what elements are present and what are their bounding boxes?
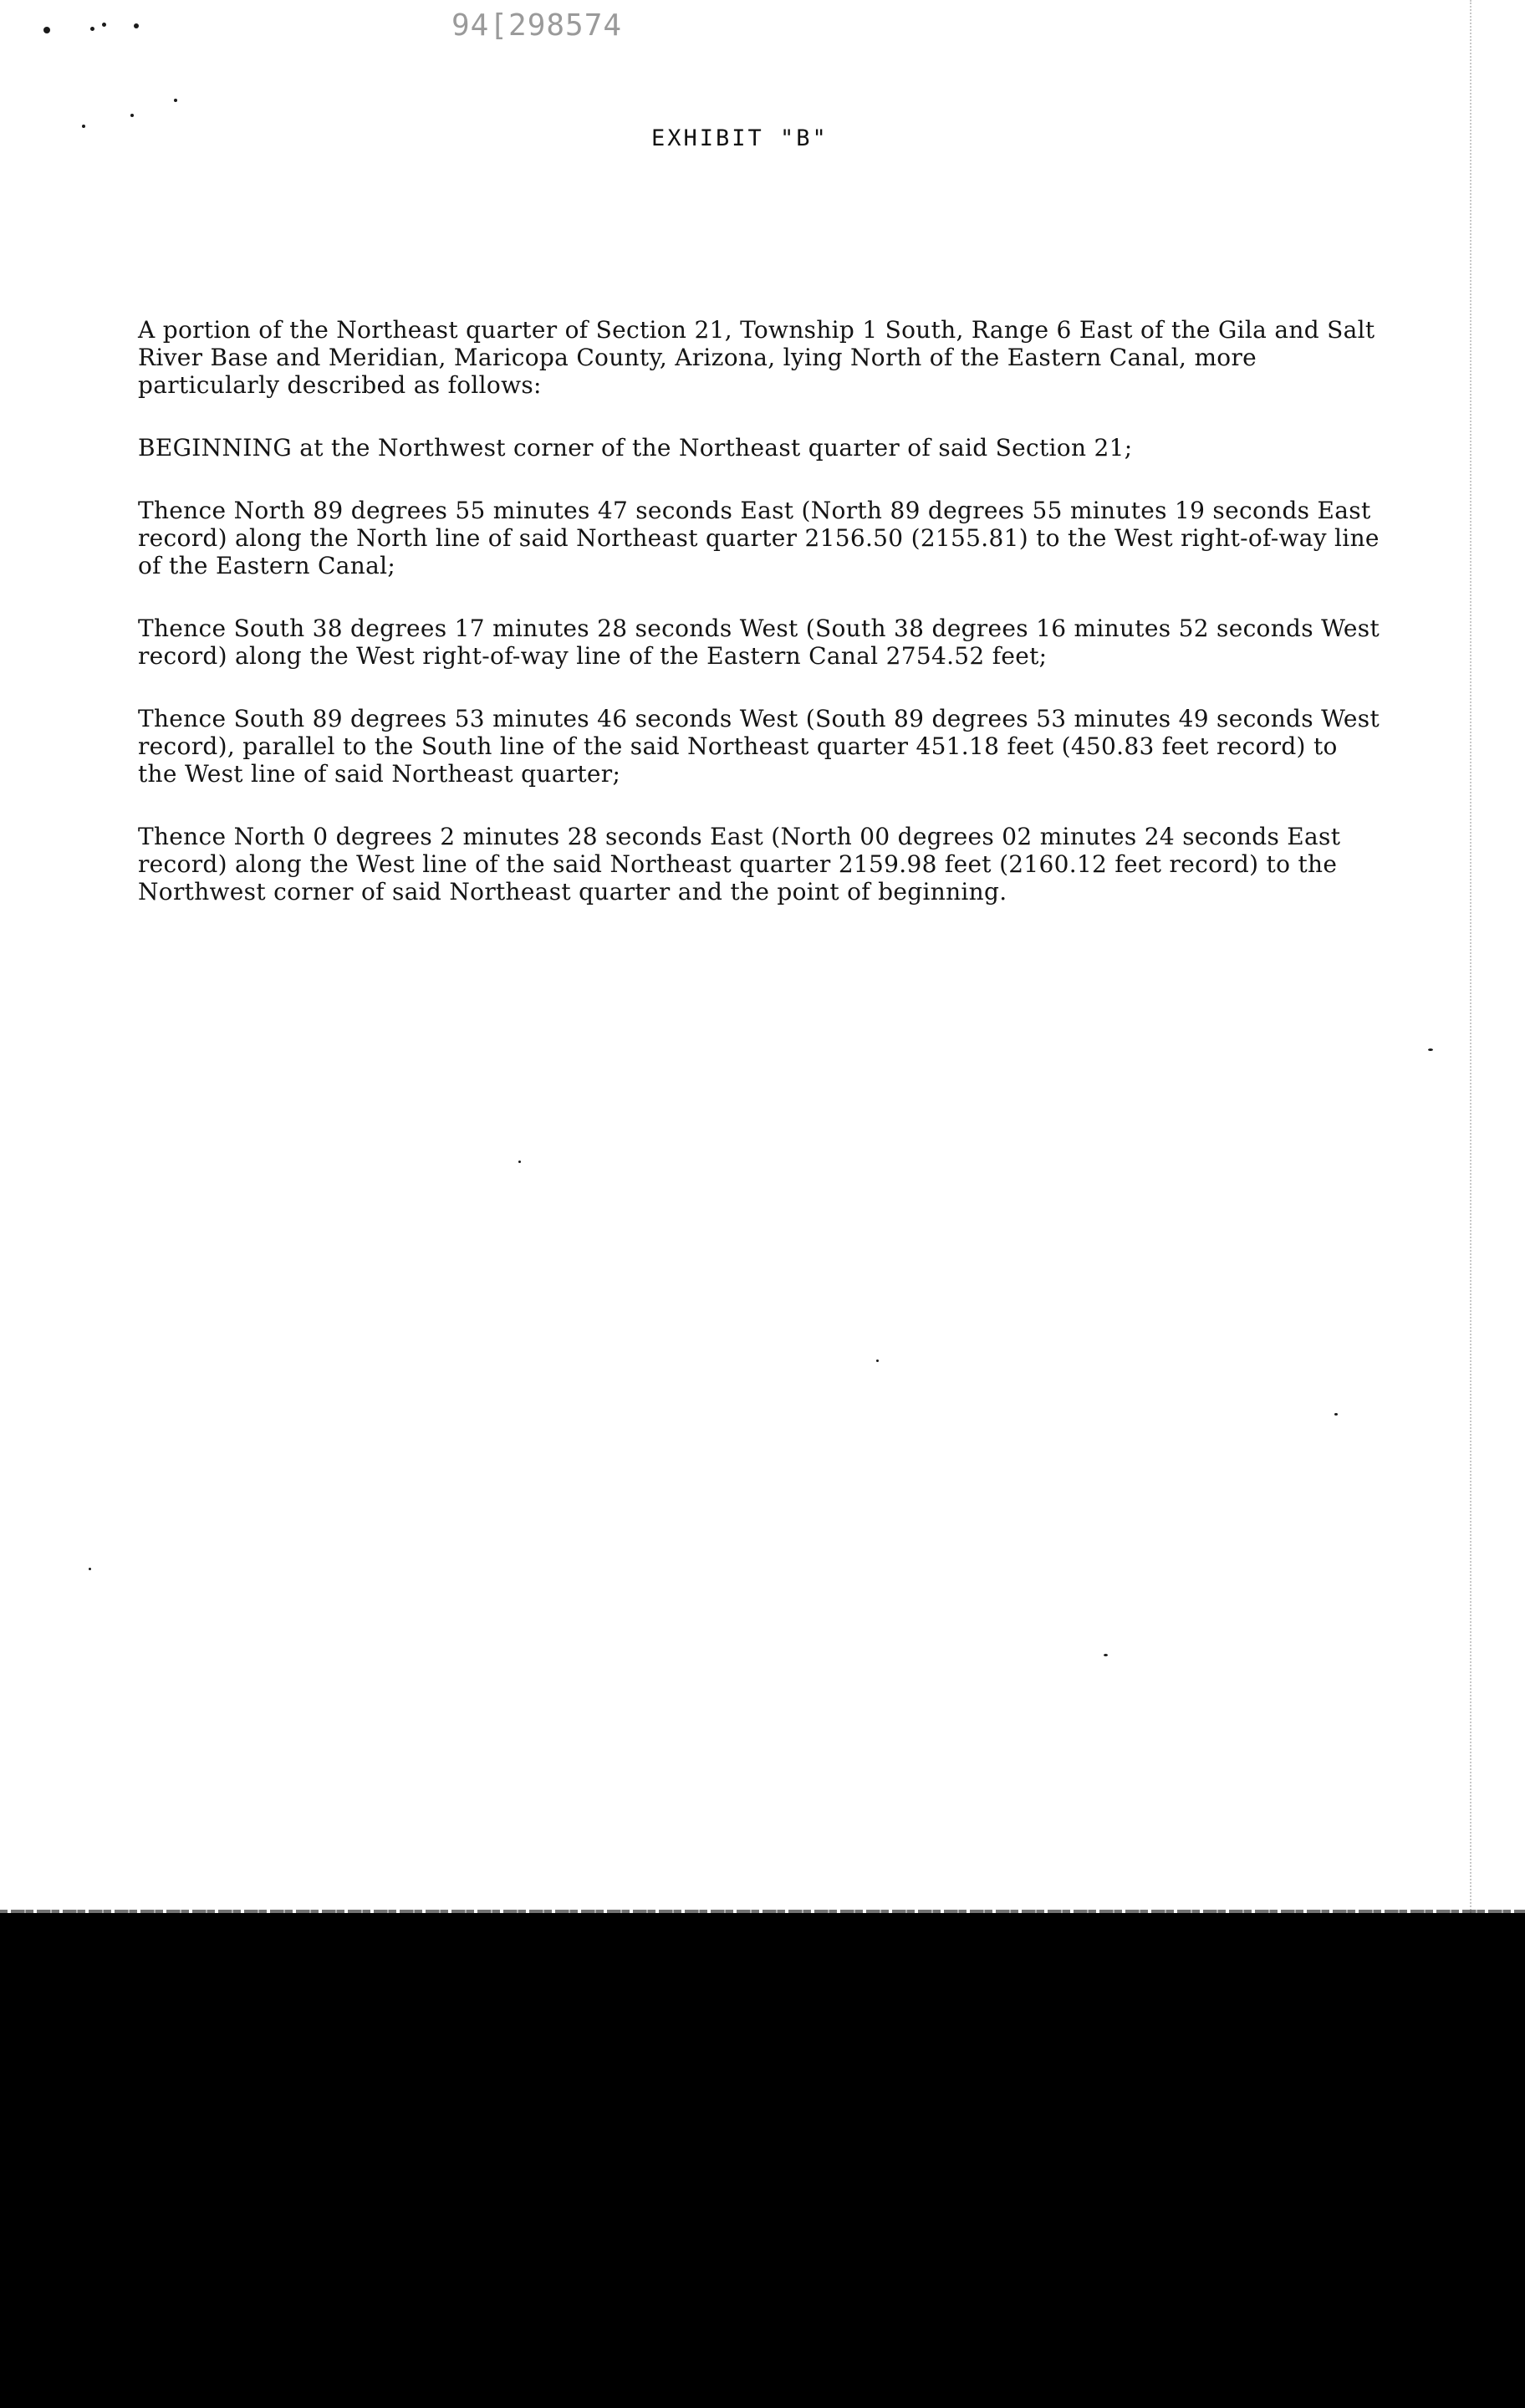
legal-description xyxy=(138,316,1384,906)
paragraph-course-3: Thence South 89 degrees 53 minutes 46 seconds West (South 89 degrees 53 minutes 49 seconds West record), parallel to the South line of the said Northeast quarter 451.18 feet (450.83 feet record) to the West line of said Northeast quarter; xyxy=(138,705,1380,788)
scan-speck xyxy=(102,23,106,27)
scan-speck xyxy=(82,125,85,128)
scan-speck xyxy=(43,27,50,33)
scan-speck xyxy=(90,27,94,31)
scan-speck xyxy=(174,99,177,102)
scan-speck xyxy=(134,23,139,28)
scan-speck xyxy=(1428,1048,1433,1051)
scan-speck xyxy=(130,114,134,117)
scan-speck xyxy=(518,1161,521,1163)
scan-speck xyxy=(1104,1654,1108,1656)
paragraph-course-2: Thence South 38 degrees 17 minutes 28 seconds West (South 38 degrees 16 minutes 52 seconds West record) along the West right-of-way line of the Eastern Canal 2754.52 feet; xyxy=(138,615,1380,670)
scan-edge xyxy=(1470,0,1471,1913)
exhibit-title: EXHIBIT "B" xyxy=(651,125,829,151)
paragraph-course-1: Thence North 89 degrees 55 minutes 47 seconds East (North 89 degrees 55 minutes 19 seconds East record) along the North line of said Northeast quarter 2156.50 (2155.81) to the West right-of-way line of the Eastern Canal; xyxy=(138,497,1380,579)
scan-speck xyxy=(89,1568,91,1570)
scan-speck xyxy=(876,1360,879,1362)
document-stamp: 94[298574 xyxy=(451,8,623,43)
paragraph-course-4: Thence North 0 degrees 2 minutes 28 seconds East (North 00 degrees 02 minutes 24 seconds East record) along the West line of the said Northeast quarter 2159.98 feet (2160.12 feet record) to the Northwest corner of said Northeast quarter and the point of beginning. xyxy=(138,823,1341,906)
scan-black-margin xyxy=(0,1913,1525,2408)
paragraph-intro: A portion of the Northeast quarter of Section 21, Township 1 South, Range 6 East of the Gila and Salt River Base and Meridian, Maricopa County, Arizona, lying North of the Eastern Canal, more particularly described as follows: xyxy=(138,316,1375,399)
scan-speck xyxy=(1334,1413,1338,1416)
paragraph-beginning: BEGINNING at the Northwest corner of the Northeast quarter of said Section 21; xyxy=(138,434,1133,462)
